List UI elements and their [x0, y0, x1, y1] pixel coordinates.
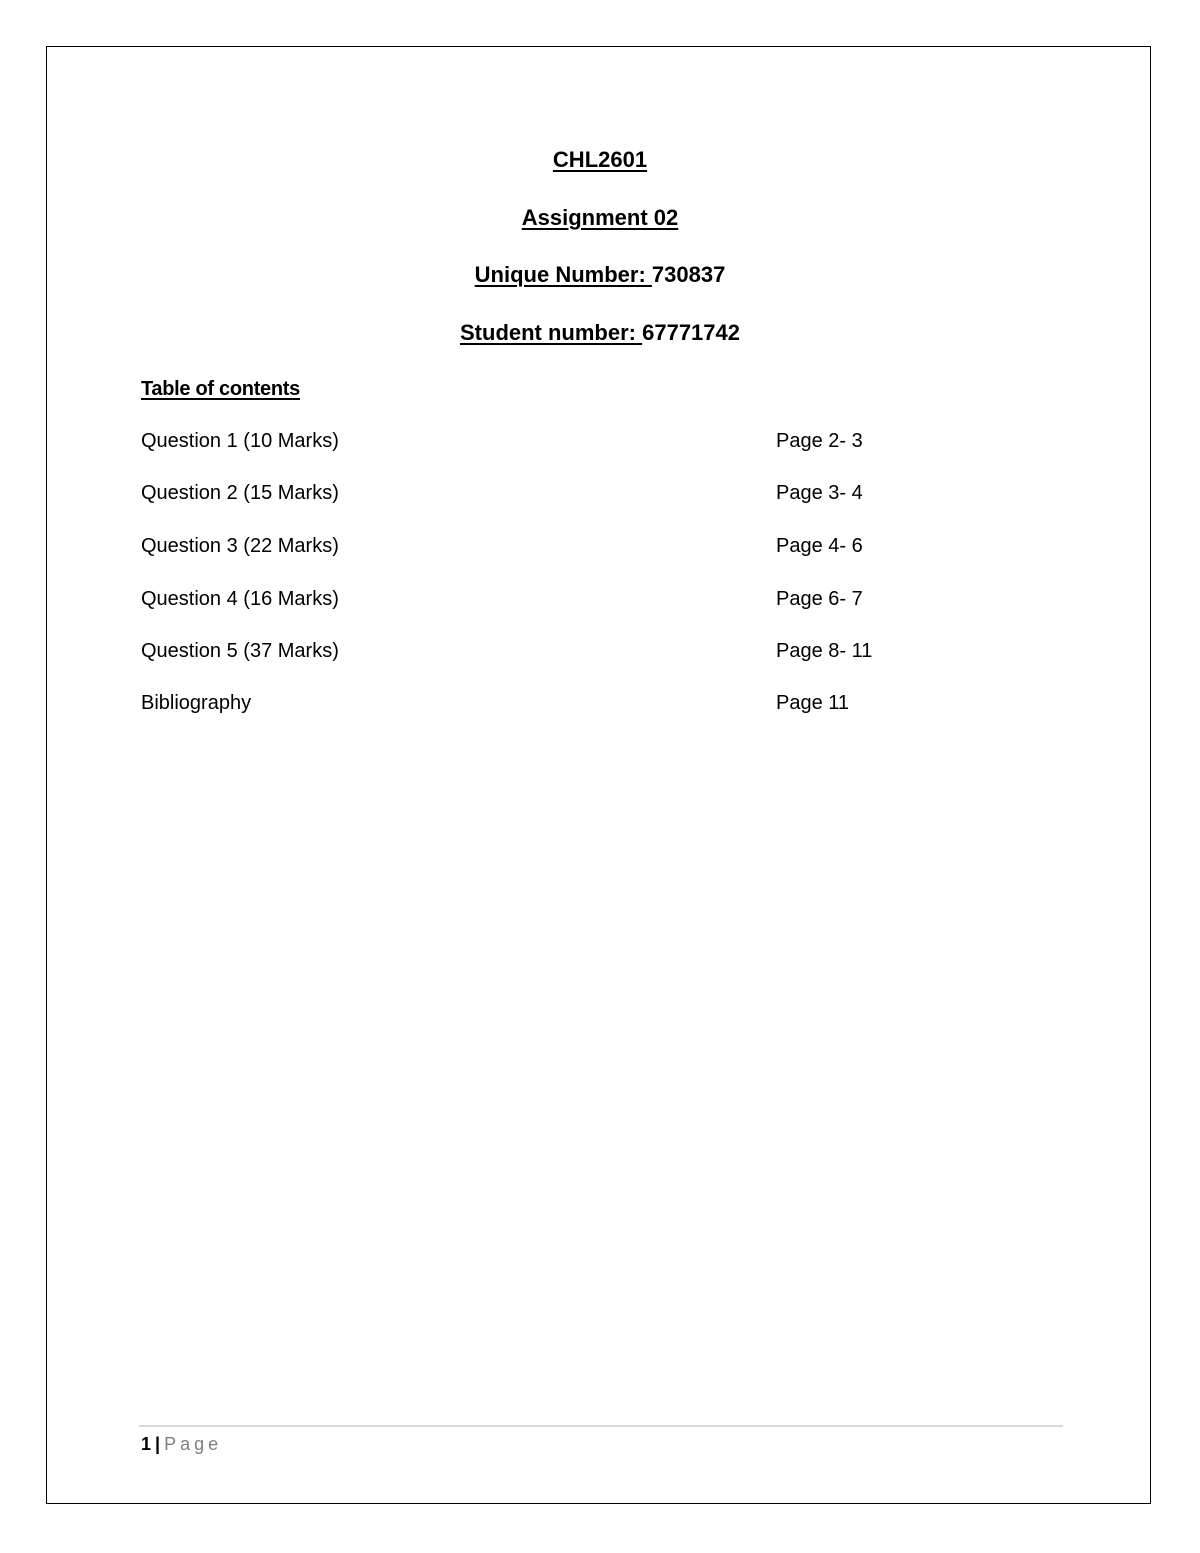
page-footer: [141, 1431, 222, 1457]
student-number-line: [0, 318, 1200, 348]
toc-item-pages: Page 2- 3: [776, 430, 863, 452]
toc-item-pages: Page 3- 4: [776, 482, 863, 504]
course-code: CHL2601: [552, 147, 648, 172]
unique-number-line: [0, 260, 1200, 290]
footer-page-number: 1: [141, 1434, 152, 1454]
toc-item-pages: Page 8- 11: [776, 640, 873, 662]
toc-row: [141, 584, 1041, 614]
toc-item-label: Question 5 (37 Marks): [141, 640, 339, 662]
student-number-value: 67771742: [642, 320, 740, 345]
student-number-label: Student number:: [460, 320, 643, 345]
unique-number-label: Unique Number:: [474, 262, 652, 287]
assignment-title: [0, 203, 1200, 233]
toc-heading: Table of contents: [141, 378, 300, 400]
toc-item-label: Bibliography: [141, 692, 252, 714]
footer-divider: [139, 1425, 1063, 1427]
toc-item-pages: Page 11: [776, 692, 850, 714]
toc-item-label: Question 4 (16 Marks): [141, 588, 339, 610]
toc-row: [141, 478, 1041, 508]
toc-row: [141, 531, 1041, 561]
footer-page-word: Page: [164, 1434, 223, 1454]
toc-row: [141, 426, 1041, 456]
toc-item-label: Question 3 (22 Marks): [141, 535, 339, 557]
toc-row: [141, 688, 1041, 718]
footer-separator: |: [155, 1434, 161, 1454]
course-code-title: [0, 145, 1200, 175]
toc-item-label: Question 1 (10 Marks): [141, 430, 339, 452]
toc-item-pages: Page 4- 6: [776, 535, 863, 557]
toc-row: [141, 636, 1041, 666]
toc-item-label: Question 2 (15 Marks): [141, 482, 339, 504]
assignment-number: Assignment 02: [521, 205, 679, 230]
toc-item-pages: Page 6- 7: [776, 588, 863, 610]
unique-number-value: 730837: [651, 262, 726, 287]
